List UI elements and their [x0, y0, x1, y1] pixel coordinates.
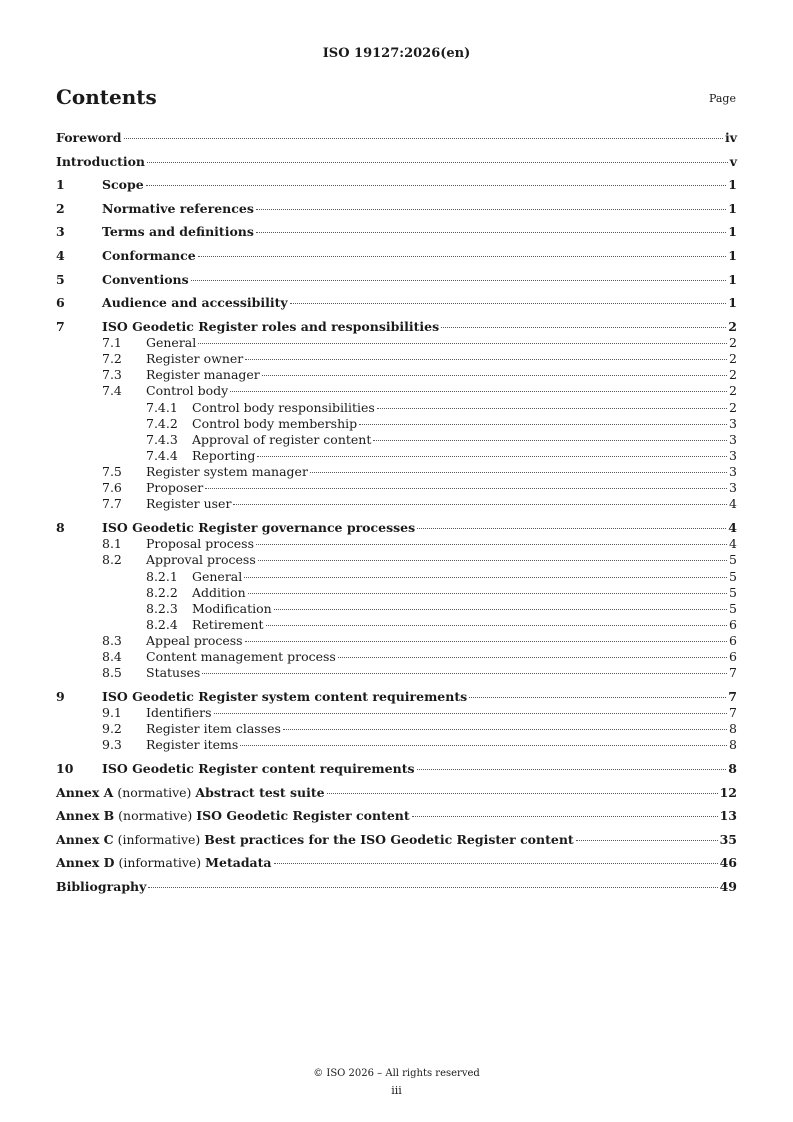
dot-leader: [256, 209, 726, 210]
toc-entry-label: ISO Geodetic Register governance processes: [102, 520, 416, 536]
footer-page-number: iii: [391, 1084, 402, 1097]
toc-entry[interactable]: [56, 785, 737, 801]
toc-entry-number: 6: [56, 295, 65, 311]
toc-entry[interactable]: [56, 832, 737, 848]
dot-leader: [338, 657, 727, 658]
toc-entry[interactable]: [56, 367, 737, 383]
toc-entry-label: Register manager: [146, 367, 260, 383]
toc-entry-page: 3: [729, 480, 737, 496]
toc-entry[interactable]: [56, 201, 737, 217]
dot-leader: [124, 138, 723, 139]
toc-entry-number: 7.3: [102, 367, 122, 383]
toc-entry-label: Appeal process: [146, 633, 243, 649]
toc-entry-label: ISO Geodetic Register roles and responsibilities: [102, 318, 440, 334]
toc-entry[interactable]: [56, 585, 737, 601]
annex-type: (normative): [113, 784, 196, 800]
dot-leader: [146, 185, 727, 186]
toc-entry-label: Control body membership: [192, 415, 358, 431]
dot-leader: [257, 456, 727, 457]
toc-entry-number: 7.4.3: [146, 431, 178, 447]
dot-leader: [310, 472, 727, 473]
page-title: Contents: [56, 85, 157, 109]
dot-leader: [262, 375, 727, 376]
toc-entry-page: 3: [729, 464, 737, 480]
toc-entry-number: 8.2.2: [146, 584, 178, 600]
toc-entry-label: Modification: [192, 600, 272, 616]
dot-leader: [359, 424, 727, 425]
toc-entry-number: 8.2.3: [146, 600, 178, 616]
dot-leader: [256, 544, 727, 545]
annex-number: Annex B: [56, 808, 115, 824]
toc-entry-page: 2: [729, 351, 737, 367]
toc-entry-number: 8: [56, 520, 65, 536]
toc-entry-number: 4: [56, 248, 65, 263]
dot-leader: [245, 359, 727, 360]
toc-entry-label: [56, 785, 325, 801]
toc-entry-label: Foreword: [56, 130, 122, 145]
toc-entry-label: ISO Geodetic Register content requirements: [102, 761, 415, 777]
dot-leader: [198, 256, 727, 257]
toc-entry-page: 3: [729, 415, 737, 431]
toc-entry-label: [56, 832, 574, 848]
toc-entry-page: 1: [728, 224, 737, 240]
toc-entry-label: General: [192, 568, 243, 584]
toc-entry-label: Approval process: [146, 552, 256, 568]
toc-entry-label: [56, 855, 272, 871]
toc-entry-number: 9: [56, 689, 65, 704]
toc-entry-number: 7.2: [102, 351, 122, 367]
toc-entry-label: [56, 808, 410, 824]
toc-entry[interactable]: [56, 432, 737, 448]
toc-entry[interactable]: [56, 416, 737, 432]
toc-entry[interactable]: [56, 552, 737, 568]
dot-leader: [214, 713, 728, 714]
toc-entry-page: v: [729, 153, 737, 169]
annex-type: (informative): [114, 855, 206, 871]
annex-title: Best practices for the ISO Geodetic Register content: [204, 831, 574, 847]
toc-entry[interactable]: [56, 177, 737, 193]
toc-entry-number: 7.5: [102, 464, 122, 480]
toc-entry[interactable]: [56, 617, 737, 633]
page-column-label: Page: [708, 92, 736, 105]
dot-leader: [274, 863, 718, 864]
toc-entry-page: 6: [729, 649, 737, 665]
toc-entry-page: 4: [728, 520, 737, 536]
toc-entry[interactable]: [56, 569, 737, 585]
toc-entry-page: 1: [728, 271, 737, 287]
annex-title: Metadata: [205, 855, 272, 871]
toc-entry-number: 8.5: [102, 665, 122, 681]
toc-entry-page: 7: [728, 689, 737, 704]
toc-entry-number: 1: [56, 177, 65, 193]
toc-entry-label: Register system manager: [146, 464, 308, 480]
toc-entry[interactable]: [56, 536, 737, 552]
dot-leader: [244, 577, 727, 578]
dot-leader: [327, 793, 718, 794]
toc-entry[interactable]: [56, 721, 737, 737]
toc-entry[interactable]: [56, 520, 737, 536]
toc-entry-number: 8.2: [102, 552, 122, 568]
toc-entry-label: Normative references: [102, 200, 254, 216]
toc-entry[interactable]: [56, 400, 737, 416]
toc-entry-page: 35: [719, 831, 737, 847]
dot-leader: [576, 840, 718, 841]
toc-entry-page: iv: [724, 130, 737, 145]
toc-entry-page: 49: [719, 879, 737, 895]
toc-entry-number: 7.4: [102, 383, 122, 399]
toc-entry-number: 8.3: [102, 633, 122, 649]
toc-entry-page: 2: [729, 399, 737, 415]
toc-entry-number: 8.2.4: [146, 616, 178, 632]
toc-entry-number: 7: [56, 318, 65, 334]
toc-entry-page: 6: [729, 616, 737, 632]
toc-entry-label: Bibliography: [56, 879, 147, 895]
dot-leader: [248, 593, 727, 594]
dot-leader: [240, 745, 727, 746]
toc-entry-page: 3: [729, 448, 737, 463]
toc-entry-page: 2: [729, 334, 737, 350]
toc-entry-page: 2: [728, 318, 737, 334]
annex-number: Annex A: [56, 784, 114, 800]
toc-entry-number: 8.4: [102, 649, 122, 665]
annex-title: ISO Geodetic Register content: [196, 808, 410, 824]
dot-leader: [274, 609, 727, 610]
toc-entry-label: Statuses: [146, 665, 201, 681]
toc-entry[interactable]: [56, 154, 737, 170]
toc-entry-number: 10: [56, 761, 74, 777]
toc-entry-label: Proposer: [146, 480, 204, 496]
toc-entry[interactable]: [56, 879, 737, 895]
dot-leader: [417, 769, 727, 770]
toc-entry-label: Register item classes: [146, 721, 281, 737]
toc-entry-page: 3: [729, 431, 737, 447]
annex-number: Annex D: [56, 855, 115, 871]
dot-leader: [290, 303, 727, 304]
toc-entry-label: Retirement: [192, 616, 264, 632]
toc-entry-number: 7.7: [102, 496, 122, 512]
toc-entry-number: 3: [56, 224, 65, 240]
dot-leader: [198, 343, 727, 344]
toc-entry-label: Content management process: [146, 649, 336, 665]
toc-entry[interactable]: [56, 737, 737, 753]
dot-leader: [258, 560, 727, 561]
toc-entry-page: 5: [729, 600, 737, 616]
toc-entry-page: 4: [729, 536, 737, 552]
dot-leader: [417, 528, 726, 529]
toc-entry[interactable]: [56, 496, 737, 512]
toc-entry[interactable]: [56, 351, 737, 367]
toc-entry[interactable]: [56, 464, 737, 480]
dot-leader: [256, 232, 726, 233]
toc-entry-label: Introduction: [56, 153, 146, 169]
toc-entry-label: Register user: [146, 496, 232, 512]
dot-leader: [469, 697, 726, 698]
annex-number: Annex C: [56, 831, 114, 847]
toc-entry-number: 9.3: [102, 737, 122, 753]
toc-entry-label: Register owner: [146, 351, 244, 367]
toc-entry-page: 1: [728, 200, 737, 216]
toc-entry-page: 6: [729, 633, 737, 649]
toc-entry[interactable]: [56, 272, 737, 288]
toc-entry[interactable]: [56, 601, 737, 617]
toc-entry-label: Reporting: [192, 448, 256, 463]
toc-entry-number: 2: [56, 200, 65, 216]
toc-entry-label: Addition: [192, 584, 246, 600]
toc-entry-page: 1: [728, 295, 737, 311]
toc-entry[interactable]: [56, 649, 737, 665]
toc-entry[interactable]: [56, 689, 737, 705]
dot-leader: [230, 391, 727, 392]
toc-entry-number: 5: [56, 271, 65, 287]
toc-entry-page: 1: [728, 248, 737, 263]
annex-type: (informative): [113, 831, 205, 847]
dot-leader: [148, 887, 717, 888]
dot-leader: [373, 440, 727, 441]
toc-entry[interactable]: [56, 808, 737, 824]
toc-entry-label: Proposal process: [146, 536, 255, 552]
toc-entry-page: 5: [729, 552, 737, 568]
dot-leader: [205, 488, 727, 489]
annex-type: (normative): [114, 808, 197, 824]
toc-entry[interactable]: [56, 130, 737, 146]
dot-leader: [266, 625, 728, 626]
toc-entry-page: 8: [728, 761, 737, 777]
dot-leader: [202, 673, 727, 674]
toc-entry[interactable]: [56, 665, 737, 681]
toc-entry-page: 8: [729, 737, 737, 753]
toc-entry-label: Register items: [146, 737, 239, 753]
dot-leader: [441, 327, 726, 328]
toc-entry-page: 12: [719, 784, 737, 800]
toc-entry[interactable]: [56, 633, 737, 649]
toc-entry-label: ISO Geodetic Register system content requirements: [102, 689, 468, 704]
toc-entry-page: 7: [729, 705, 737, 721]
toc-entry-number: 9.1: [102, 705, 122, 721]
toc-entry-label: Conformance: [102, 248, 196, 263]
toc-entry-page: 46: [719, 855, 737, 871]
dot-leader: [377, 408, 727, 409]
toc-entry-label: Terms and definitions: [102, 224, 254, 240]
toc-entry-page: 1: [728, 177, 737, 193]
toc-entry[interactable]: [56, 248, 737, 264]
dot-leader: [233, 504, 727, 505]
toc-entry-label: Approval of register content: [192, 431, 372, 447]
toc-entry-number: 7.1: [102, 334, 122, 350]
dot-leader: [147, 162, 728, 163]
toc-entry-page: 13: [719, 808, 737, 824]
dot-leader: [245, 641, 727, 642]
footer-copyright: © ISO 2026 – All rights reserved: [313, 1068, 480, 1079]
toc-entry-number: 7.6: [102, 480, 122, 496]
toc-entry[interactable]: [56, 705, 737, 721]
toc-entry[interactable]: [56, 855, 737, 871]
toc-entry[interactable]: [56, 448, 737, 464]
toc-entry-label: General: [146, 334, 197, 350]
dot-leader: [191, 280, 727, 281]
toc-entry-label: Audience and accessibility: [102, 295, 288, 311]
toc-entry-page: 5: [729, 584, 737, 600]
toc-entry-label: Control body responsibilities: [192, 399, 375, 415]
toc-entry-page: 4: [729, 496, 737, 512]
toc-entry[interactable]: [56, 319, 737, 335]
toc-entry[interactable]: [56, 295, 737, 311]
toc-entry[interactable]: [56, 383, 737, 399]
toc-entry-number: 8.2.1: [146, 568, 178, 584]
toc-entry-number: 7.4.1: [146, 399, 178, 415]
toc-entry-page: 7: [729, 665, 737, 681]
toc-entry-number: 8.1: [102, 536, 122, 552]
dot-leader: [283, 729, 727, 730]
toc-entry-label: Control body: [146, 383, 229, 399]
toc-entry-number: 9.2: [102, 721, 122, 737]
toc-entry-label: Identifiers: [146, 705, 212, 721]
toc-entry[interactable]: [56, 761, 737, 777]
toc-entry[interactable]: [56, 224, 737, 240]
toc-entry-number: 7.4.2: [146, 415, 178, 431]
toc-entry-label: Scope: [102, 177, 144, 193]
toc-entry-page: 8: [729, 721, 737, 737]
toc-entry-number: 7.4.4: [146, 448, 178, 463]
toc-entry-page: 2: [729, 367, 737, 383]
toc-entry[interactable]: [56, 480, 737, 496]
toc-entry-label: Conventions: [102, 271, 189, 287]
toc-entry-page: 5: [729, 568, 737, 584]
toc-entry-page: 2: [729, 383, 737, 399]
annex-title: Abstract test suite: [195, 784, 325, 800]
dot-leader: [412, 816, 718, 817]
toc-entry[interactable]: [56, 335, 737, 351]
document-header: ISO 19127:2026(en): [322, 46, 471, 61]
